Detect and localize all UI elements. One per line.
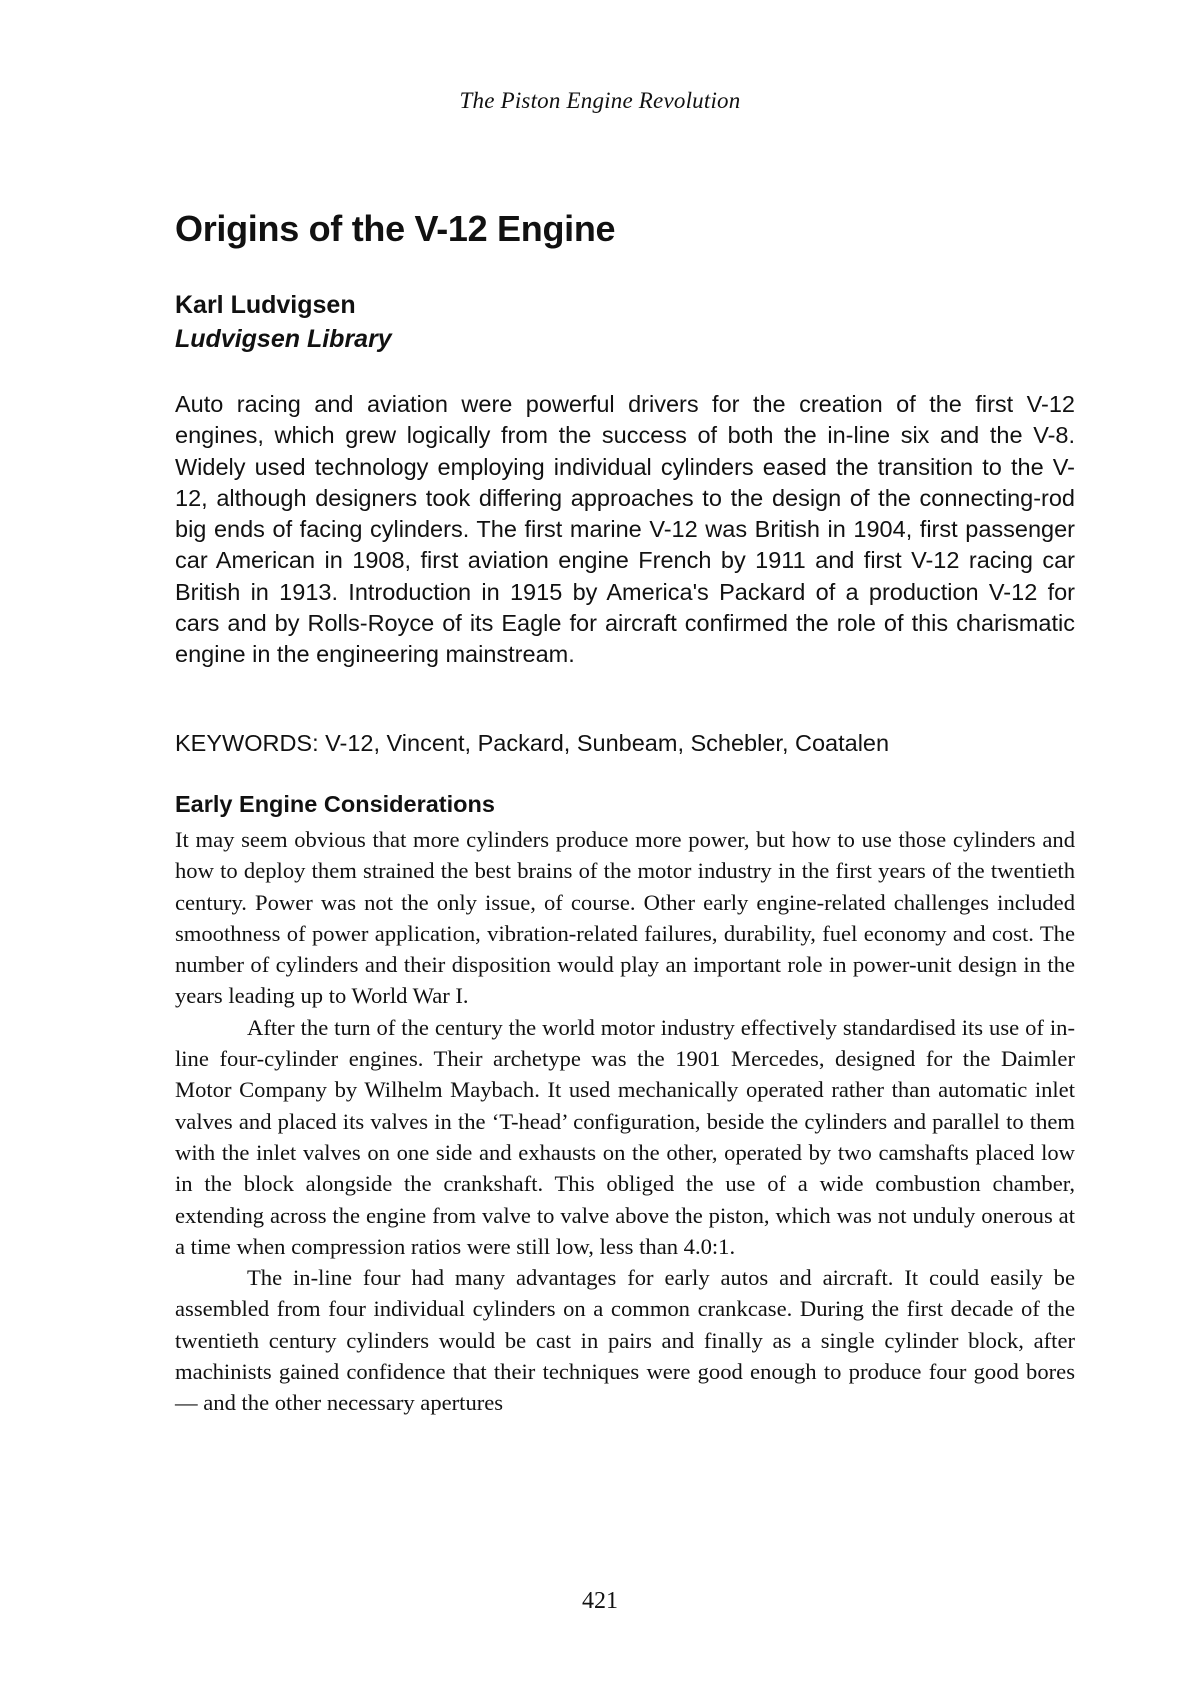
body-text: [175, 824, 1075, 1419]
running-head: The Piston Engine Revolution: [459, 88, 741, 113]
body-paragraph: It may seem obvious that more cylinders produce more power, but how to use those cylinders and how to deploy them strained the best brains of the motor industry in the first years of the twentieth century. Power was not the only issue, of course. Other early engine-related challenges included smoothness of power application, vibration-related failures, durability, fuel economy and cost. The number of cylinders and their disposition would play an important role in power-unit design in the years leading up to World War I.: [175, 827, 1075, 1009]
keywords: KEYWORDS: V-12, Vincent, Packard, Sunbeam, Schebler, Coatalen: [175, 730, 890, 756]
section-heading: Early Engine Considerations: [175, 791, 495, 817]
author-name: Karl Ludvigsen: [175, 291, 356, 319]
abstract: Auto racing and aviation were powerful drivers for the creation of the first V-12 engines, which grew logically from the success of both the in-line six and the V-8. Widely used technology employing individual cylinders eased the transition to the V-12, although designers took differing approaches to the design of the connecting-rod big ends of facing cylinders. The first marine V-12 was British in 1904, first passenger car American in 1908, first aviation engine French by 1911 and first V-12 racing car British in 1913. Introduction in 1915 by America's Packard of a production V-12 for cars and by Rolls-Royce of its Eagle for aircraft confirmed the role of this charismatic engine in the engineering mainstream.: [175, 391, 1075, 668]
body-paragraph: After the turn of the century the world motor industry effectively standardised its use of in-line four-cylinder engines. Their archetype was the 1901 Mercedes, designed for the Daimler Motor Company by Wilhelm Maybach. It used mechanically operated rather than automatic inlet valves and placed its valves in the ‘T-head’ configuration, beside the cylinders and parallel to them with the inlet valves on one side and exhausts on the other, operated by two camshafts placed low in the block alongside the crankshaft. This obliged the use of a wide combustion chamber, extending across the engine from valve to valve above the piston, which was not unduly onerous at a time when compression ratios were still low, less than 4.0:1.: [175, 1014, 1075, 1259]
article-title: Origins of the V-12 Engine: [175, 208, 616, 249]
page-number: 421: [582, 1588, 618, 1614]
author-affiliation: Ludvigsen Library: [175, 325, 392, 353]
body-paragraph: The in-line four had many advantages for early autos and aircraft. It could easily be assembled from four individual cylinders on a common crankcase. During the first decade of the twentieth century cylinders would be cast in pairs and finally as a single cylinder block, after machinists gained confidence that their techniques were good enough to produce four good bores — and the other necessary apertures: [175, 1265, 1075, 1416]
